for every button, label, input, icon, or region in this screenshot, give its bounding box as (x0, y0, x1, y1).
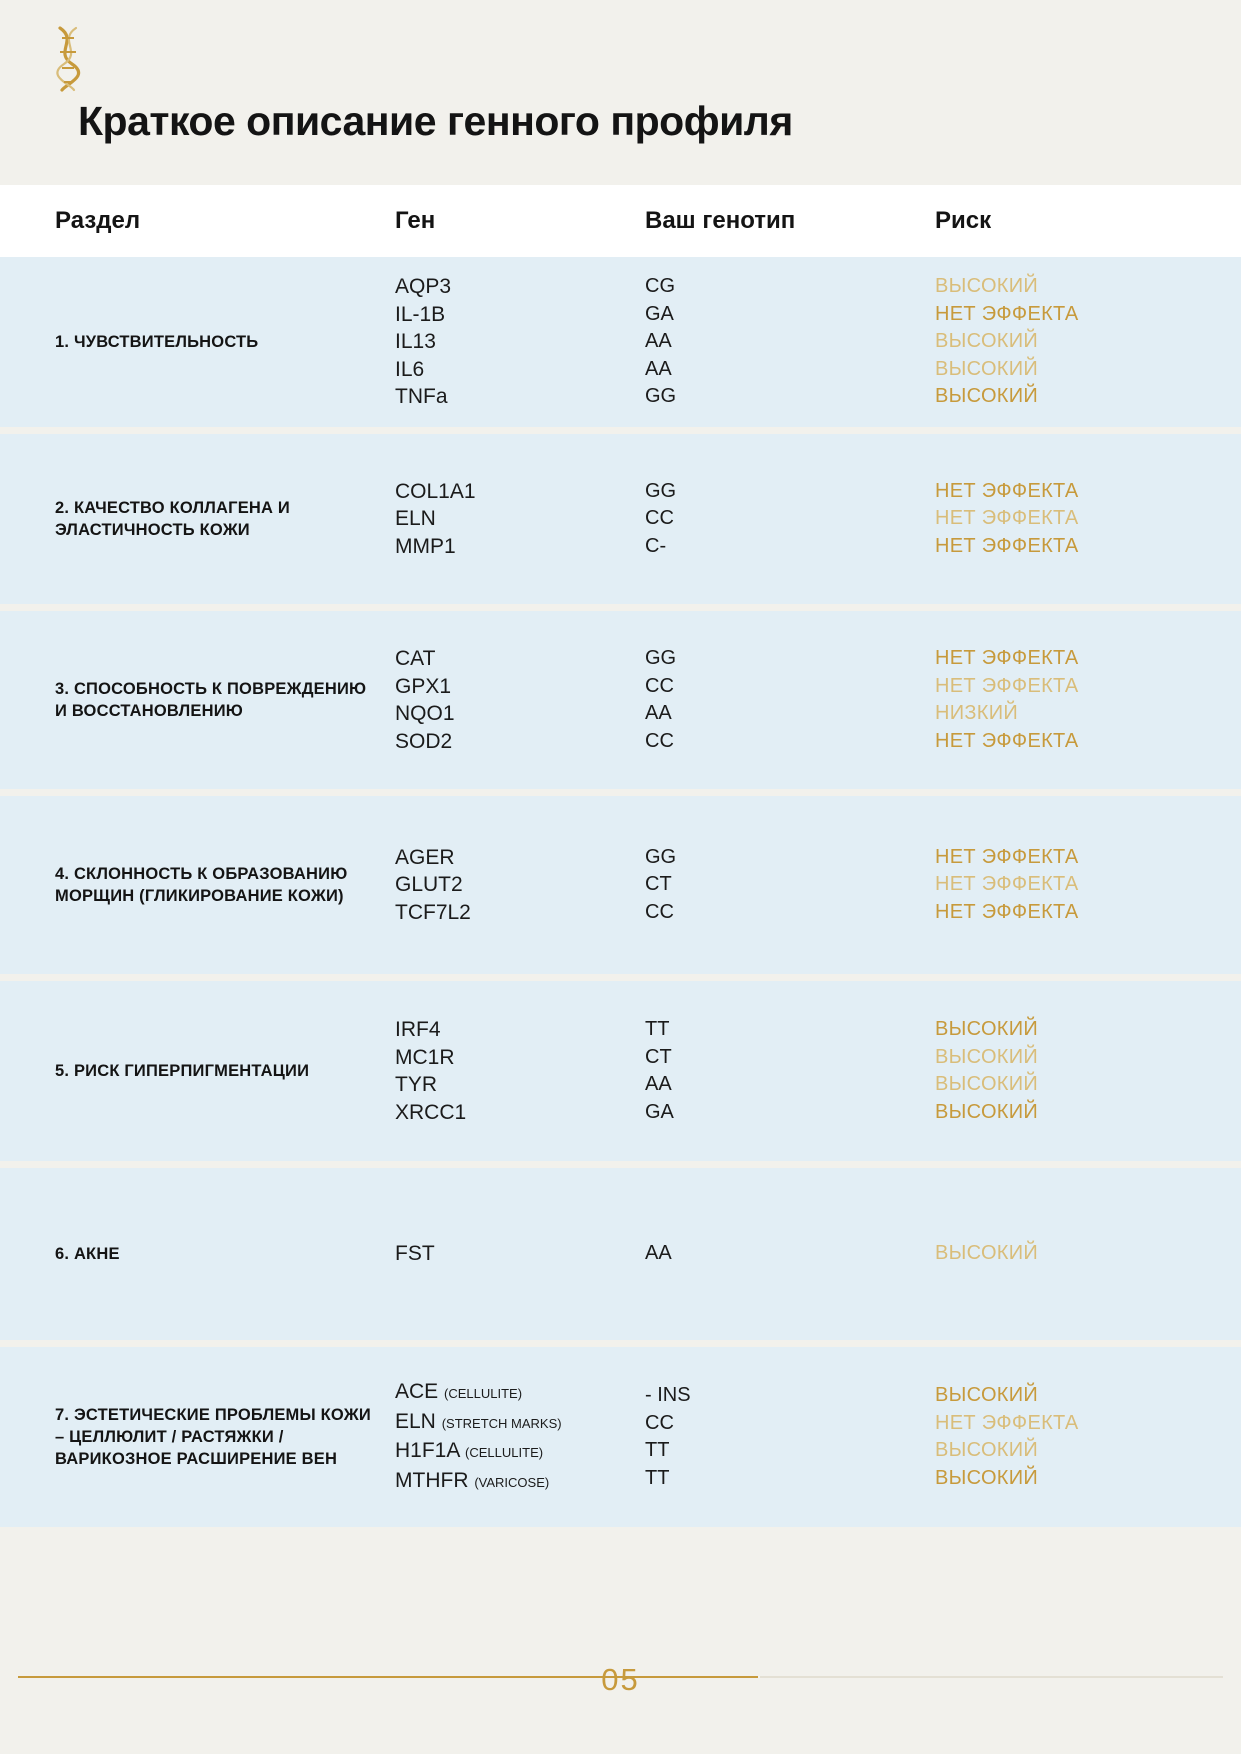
risk-badge: ВЫСОКИЙ (935, 275, 1039, 298)
page-number: 05 (601, 1662, 640, 1697)
gene-name: ACE (CELLULITE) (395, 1380, 523, 1403)
genotype-value: C- (645, 534, 667, 557)
gene-name: H1F1A (CELLULITE) (395, 1439, 544, 1462)
risk-badge: ВЫСОКИЙ (935, 385, 1039, 408)
genotype-value: AA (645, 330, 672, 353)
section-label: 1. ЧУВСТВИТЕЛЬНОСТЬ (55, 333, 259, 351)
risk-badge: НЕТ ЭФФЕКТА (935, 845, 1079, 868)
risk-badge: ВЫСОКИЙ (935, 1100, 1039, 1123)
gene-list (395, 796, 645, 974)
dna-helix-icon (38, 22, 98, 94)
risk-badge: НИЗКИЙ (935, 702, 1019, 724)
section-label: 2. КАЧЕСТВО КОЛЛАГЕНА И ЭЛАСТИЧНОСТЬ КОЖИ (55, 499, 290, 539)
column-header-gene: Ген (395, 207, 436, 234)
gene-list (395, 434, 645, 604)
risk-badge: ВЫСОКИЙ (935, 330, 1039, 353)
genotype-value: GA (645, 302, 674, 325)
table-row (0, 981, 1241, 1161)
gene-name: ELN (395, 507, 436, 531)
risk-badge: ВЫСОКИЙ (935, 1045, 1039, 1068)
gene-name: TCF7L2 (395, 900, 471, 924)
section-label: 6. АКНЕ (55, 1245, 120, 1263)
risk-list (935, 1168, 1241, 1340)
genotype-value: GG (645, 845, 677, 868)
gene-name: SOD2 (395, 729, 453, 753)
table-row (0, 257, 1241, 427)
column-header-section: Раздел (55, 207, 141, 234)
table-body (0, 257, 1241, 1527)
risk-badge: ВЫСОКИЙ (935, 1073, 1039, 1095)
genotype-value: CC (645, 729, 674, 752)
page-header (0, 0, 1241, 185)
page-footer (0, 1662, 1241, 1754)
risk-badge: НЕТ ЭФФЕКТА (935, 479, 1079, 502)
table-row (0, 1347, 1241, 1527)
genotype-list (645, 434, 935, 604)
gene-list (395, 981, 645, 1161)
gene-name: GLUT2 (395, 873, 463, 897)
genotype-value: CG (645, 275, 675, 298)
gene-name: IL13 (395, 330, 436, 354)
risk-badge: ВЫСОКИЙ (935, 357, 1039, 380)
gene-name: NQO1 (395, 702, 455, 725)
risk-badge: НЕТ ЭФФЕКТА (935, 534, 1079, 557)
gene-note: (VARICOSE) (474, 1474, 550, 1490)
genotype-list (645, 1347, 935, 1527)
gene-note: (CELLULITE) (465, 1445, 544, 1460)
genotype-value: CC (645, 900, 674, 923)
risk-badge: ВЫСОКИЙ (935, 1384, 1039, 1406)
genotype-value: AA (645, 1073, 672, 1095)
risk-badge: НЕТ ЭФФЕКТА (935, 873, 1079, 896)
genotype-value: TT (645, 1439, 670, 1461)
risk-list (935, 796, 1241, 974)
risk-badge: ВЫСОКИЙ (935, 1018, 1039, 1040)
genotype-value: GG (645, 647, 677, 669)
section-label: 3. СПОСОБНОСТЬ К ПОВРЕЖДЕНИЮ И ВОССТАНОВЛЕНИЮ (55, 680, 367, 720)
risk-badge: НЕТ ЭФФЕКТА (935, 674, 1079, 697)
genotype-list (645, 981, 935, 1161)
gene-name: GPX1 (395, 674, 452, 698)
gene-name: MMP1 (395, 534, 456, 558)
genotype-value: CC (645, 507, 674, 530)
page-title: Краткое описание генного профиля (78, 98, 793, 144)
gene-name: AGER (395, 845, 455, 869)
gene-name: XRCC1 (395, 1100, 467, 1124)
gene-name: TNFa (395, 385, 448, 409)
gene-name: COL1A1 (395, 479, 476, 503)
risk-badge: НЕТ ЭФФЕКТА (935, 647, 1079, 669)
gene-profile-table (0, 185, 1241, 1527)
table-row (0, 611, 1241, 789)
risk-badge: НЕТ ЭФФЕКТА (935, 900, 1079, 923)
genotype-list (645, 611, 935, 789)
genotype-list (645, 796, 935, 974)
risk-badge: НЕТ ЭФФЕКТА (935, 1411, 1079, 1434)
gene-name: IL6 (395, 357, 425, 381)
gene-note: (CELLULITE) (444, 1386, 523, 1401)
risk-badge: ВЫСОКИЙ (935, 1466, 1039, 1489)
risk-badge: НЕТ ЭФФЕКТА (935, 729, 1079, 752)
gene-name: AQP3 (395, 275, 452, 299)
gene-name: ELN (STRETCH MARKS) (395, 1409, 562, 1433)
column-header-risk: Риск (935, 207, 992, 234)
table-row (0, 434, 1241, 604)
genotype-value: AA (645, 702, 672, 724)
risk-list (935, 257, 1241, 427)
gene-list (395, 611, 645, 789)
genotype-value: CC (645, 674, 674, 697)
genotype-value: CT (645, 1045, 672, 1068)
gene-name: IL-1B (395, 302, 446, 326)
genotype-value: GA (645, 1100, 674, 1123)
risk-list (935, 434, 1241, 604)
table-header-row (0, 185, 1241, 257)
genotype-value: GG (645, 385, 677, 408)
risk-badge: ВЫСОКИЙ (935, 1242, 1039, 1265)
gene-name: MC1R (395, 1045, 455, 1069)
gene-name: MTHFR (VARICOSE) (395, 1468, 550, 1492)
risk-list (935, 981, 1241, 1161)
gene-name: IRF4 (395, 1018, 441, 1041)
genotype-value: AA (645, 357, 672, 380)
gene-name: FST (395, 1242, 435, 1266)
gene-name: TYR (395, 1073, 437, 1096)
gene-note: (STRETCH MARKS) (441, 1415, 562, 1431)
genotype-value: AA (645, 1242, 672, 1265)
genotype-list (645, 1168, 935, 1340)
gene-list (395, 1168, 645, 1340)
risk-list (935, 611, 1241, 789)
genotype-value: TT (645, 1466, 670, 1489)
section-label: 5. РИСК ГИПЕРПИГМЕНТАЦИИ (55, 1062, 310, 1080)
genotype-value: TT (645, 1018, 670, 1040)
section-label: 4. СКЛОННОСТЬ К ОБРАЗОВАНИЮ МОРЩИН (ГЛИКИРОВАНИЕ КОЖИ) (55, 865, 348, 905)
genotype-list (645, 257, 935, 427)
risk-badge: ВЫСОКИЙ (935, 1439, 1039, 1461)
section-label: 7. ЭСТЕТИЧЕСКИЕ ПРОБЛЕМЫ КОЖИ – ЦЕЛЛЮЛИТ / РАСТЯЖКИ / ВАРИКОЗНОЕ РАСШИРЕНИЕ ВЕН (55, 1406, 371, 1468)
gene-list (395, 1347, 645, 1527)
risk-badge: НЕТ ЭФФЕКТА (935, 507, 1079, 530)
table-row (0, 1168, 1241, 1340)
genotype-value: GG (645, 479, 677, 502)
gene-name: CAT (395, 647, 436, 670)
table-row (0, 796, 1241, 974)
risk-list (935, 1347, 1241, 1527)
column-header-genotype: Ваш генотип (645, 207, 796, 234)
gene-list (395, 257, 645, 427)
risk-badge: НЕТ ЭФФЕКТА (935, 302, 1079, 325)
genotype-value: CC (645, 1411, 674, 1434)
genotype-value: CT (645, 873, 672, 896)
genotype-value: - INS (645, 1384, 691, 1406)
